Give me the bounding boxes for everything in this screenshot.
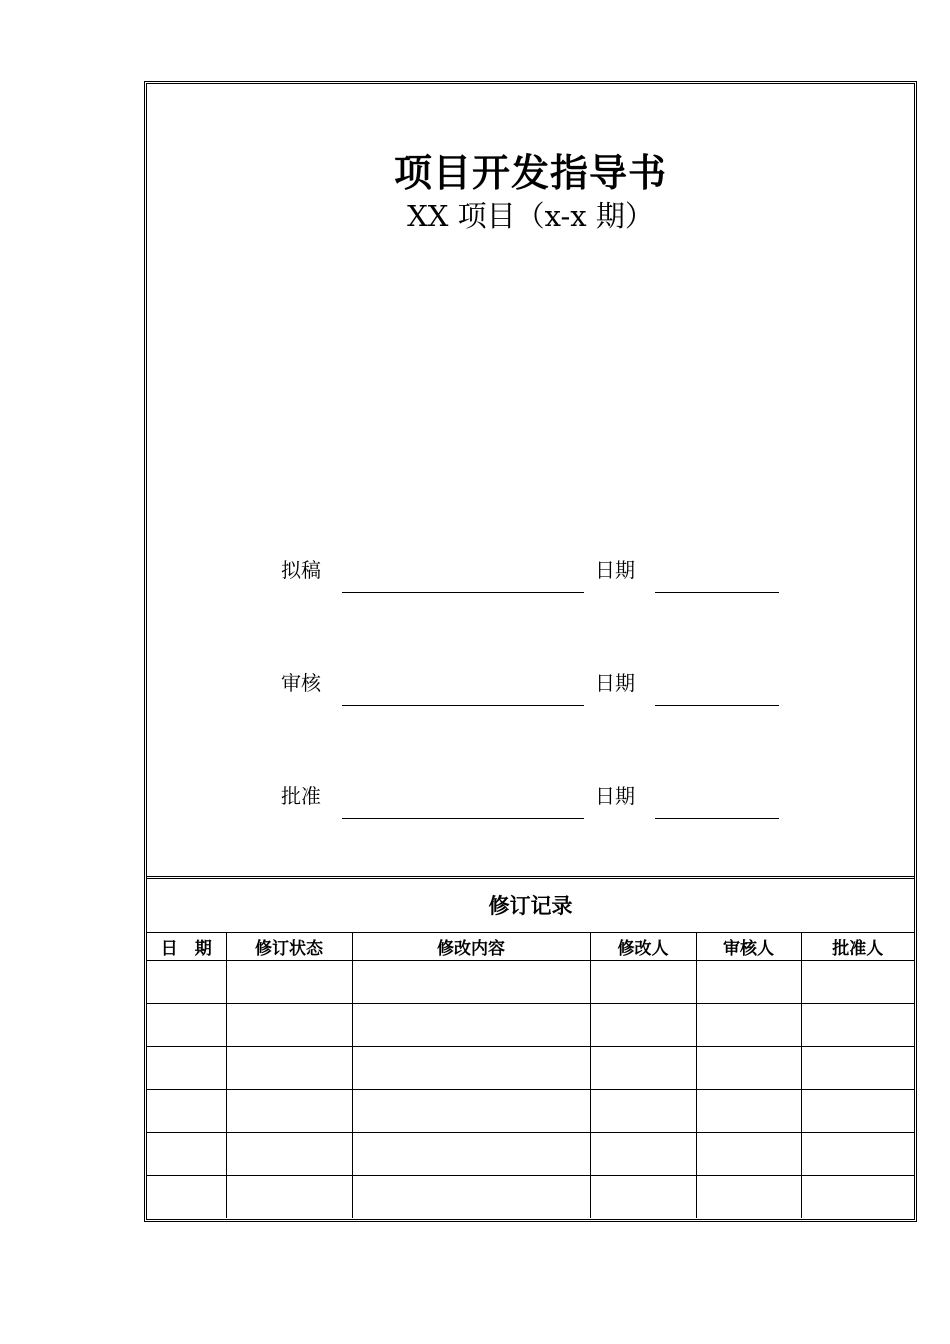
table-row (147, 1133, 914, 1176)
revision-divider (147, 876, 914, 879)
signature-label: 审核 (281, 671, 321, 695)
content-cell[interactable] (352, 1176, 590, 1219)
approver-cell[interactable] (801, 1133, 914, 1176)
modifier-cell[interactable] (590, 1090, 696, 1133)
table-row (147, 1090, 914, 1133)
date-label: 日期 (595, 671, 635, 695)
reviewer-cell[interactable] (696, 1004, 801, 1047)
table-row (147, 1004, 914, 1047)
table-row (147, 1176, 914, 1219)
content-cell[interactable] (352, 961, 590, 1004)
document-subtitle: XX 项目（x-x 期） (407, 199, 654, 233)
date-line[interactable] (655, 705, 779, 706)
content-cell[interactable] (352, 1047, 590, 1090)
table-row (147, 1047, 914, 1090)
signature-label: 批准 (281, 784, 321, 808)
content-cell[interactable] (352, 1133, 590, 1176)
column-header-modifier: 修改人 (590, 933, 696, 961)
table-row (147, 961, 914, 1004)
column-header-content: 修改内容 (352, 933, 590, 961)
signature-row-review (147, 671, 914, 711)
modifier-cell[interactable] (590, 961, 696, 1004)
reviewer-cell[interactable] (696, 961, 801, 1004)
status-cell[interactable] (226, 1004, 352, 1047)
status-cell[interactable] (226, 1047, 352, 1090)
document-title: 项目开发指导书 (393, 151, 667, 195)
column-header-date: 日 期 (147, 933, 226, 961)
date-cell[interactable] (147, 1090, 226, 1133)
signature-row-approve (147, 784, 914, 824)
modifier-cell[interactable] (590, 1133, 696, 1176)
status-cell[interactable] (226, 1133, 352, 1176)
date-cell[interactable] (147, 1004, 226, 1047)
modifier-cell[interactable] (590, 1004, 696, 1047)
revision-table (147, 932, 914, 1218)
approver-cell[interactable] (801, 1047, 914, 1090)
column-header-status: 修订状态 (226, 933, 352, 961)
signature-line[interactable] (342, 705, 584, 706)
status-cell[interactable] (226, 961, 352, 1004)
date-cell[interactable] (147, 1133, 226, 1176)
document-frame (144, 81, 917, 1222)
column-header-approver: 批准人 (801, 933, 914, 961)
status-cell[interactable] (226, 1176, 352, 1219)
date-cell[interactable] (147, 1047, 226, 1090)
status-cell[interactable] (226, 1090, 352, 1133)
signature-line[interactable] (342, 818, 584, 819)
approver-cell[interactable] (801, 1004, 914, 1047)
revision-title: 修订记录 (488, 894, 573, 918)
approver-cell[interactable] (801, 1176, 914, 1219)
date-line[interactable] (655, 592, 779, 593)
date-line[interactable] (655, 818, 779, 819)
signature-line[interactable] (342, 592, 584, 593)
date-cell[interactable] (147, 961, 226, 1004)
signature-label: 拟稿 (281, 558, 321, 582)
reviewer-cell[interactable] (696, 1090, 801, 1133)
approver-cell[interactable] (801, 961, 914, 1004)
content-cell[interactable] (352, 1090, 590, 1133)
date-cell[interactable] (147, 1176, 226, 1219)
modifier-cell[interactable] (590, 1047, 696, 1090)
date-label: 日期 (595, 558, 635, 582)
reviewer-cell[interactable] (696, 1176, 801, 1219)
column-header-reviewer: 审核人 (696, 933, 801, 961)
revision-header-row (147, 933, 914, 961)
approver-cell[interactable] (801, 1090, 914, 1133)
modifier-cell[interactable] (590, 1176, 696, 1219)
date-label: 日期 (595, 784, 635, 808)
reviewer-cell[interactable] (696, 1133, 801, 1176)
content-cell[interactable] (352, 1004, 590, 1047)
signature-row-draft (147, 558, 914, 598)
reviewer-cell[interactable] (696, 1047, 801, 1090)
